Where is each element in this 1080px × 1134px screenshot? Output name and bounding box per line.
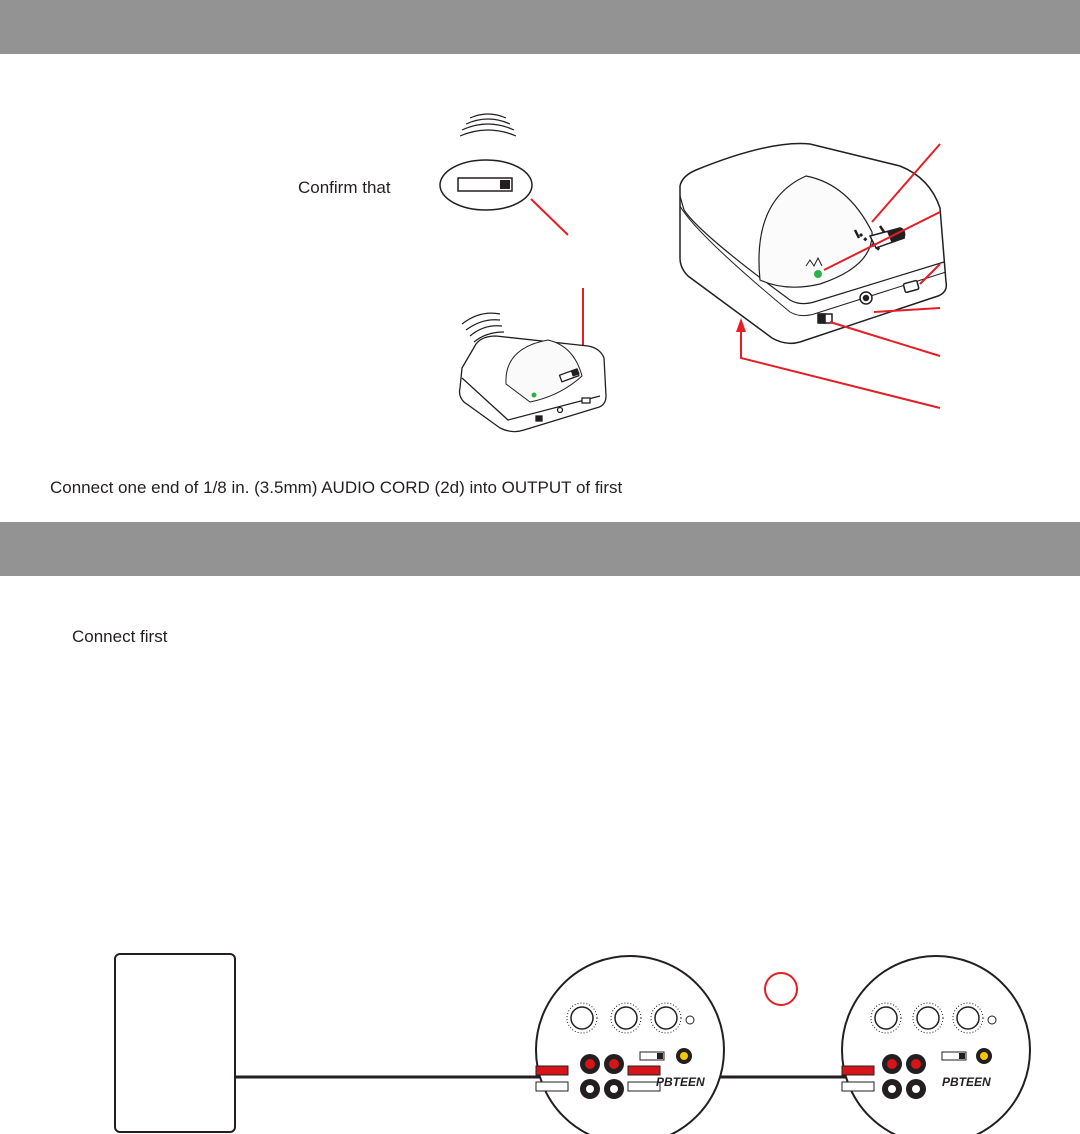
step-instruction: Connect one end of 1/8 in. (3.5mm) AUDIO CORD (2d) into OUTPUT of first	[50, 478, 623, 497]
speaker-rear-panel-left	[536, 956, 724, 1134]
speaker-rear-panel-right	[842, 956, 1030, 1134]
switch-zoom-knob	[500, 180, 510, 189]
left-panel-logo: PBTEEN	[656, 1075, 705, 1089]
large-transmitter-device	[680, 144, 946, 344]
arrow-head	[736, 318, 746, 332]
right-panel-logo: PBTEEN	[942, 1075, 991, 1089]
small-device-led	[532, 393, 537, 398]
audio-source-device	[115, 954, 235, 1132]
connect-first-label: Connect first	[72, 627, 168, 646]
confirm-label: Confirm that	[298, 178, 391, 197]
step-marker-circle	[765, 973, 797, 1005]
signal-waves-icon	[460, 114, 516, 136]
zoom-callout-line	[531, 199, 568, 235]
small-transmitter-device	[460, 336, 607, 432]
